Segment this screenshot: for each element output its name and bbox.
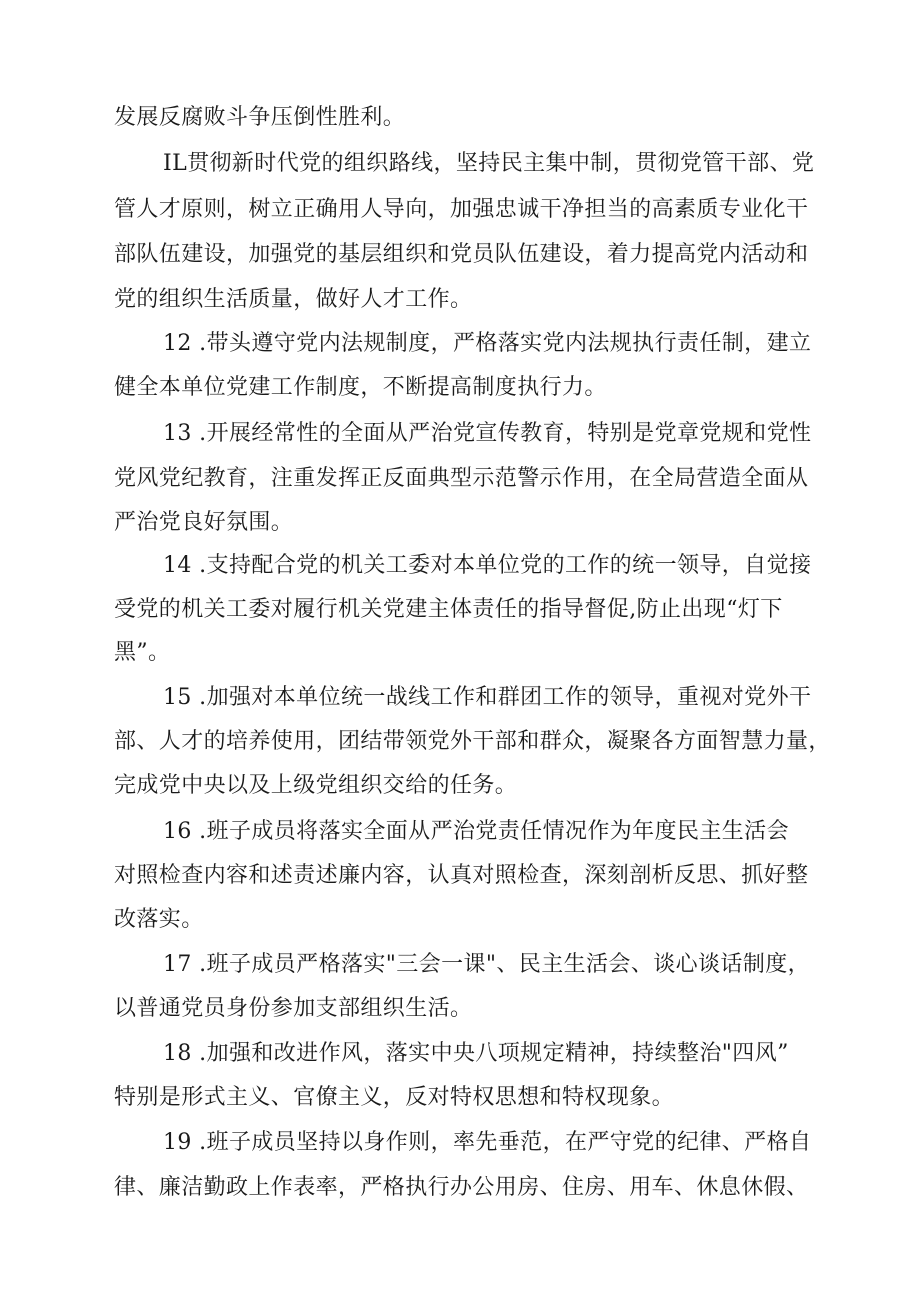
paragraph-16-line: 16 .班子成员将落实全面从严治党责任情况作为年度民主生活会 xyxy=(163,819,789,844)
text-line: 特别是形式主义、官僚主义，反对特权思想和特权现象。 xyxy=(114,1085,675,1110)
text-line: 黑”。 xyxy=(114,640,171,665)
text-line: 对照检查内容和述责述廉内容，认真对照检查，深刻剖析反思、抓好整 xyxy=(114,863,809,888)
text-line: 完成党中央以及上级党组织交给的任务。 xyxy=(114,773,518,798)
paragraph-19-line: 19 .班子成员坚持以身作则，率先垂范，在严守党的纪律、严格自 xyxy=(163,1130,812,1155)
paragraph-12-line: 12 .带头遵守党内法规制度，严格落实党内法规执行责任制，建立 xyxy=(163,331,812,356)
text-line: 严治党良好氛围。 xyxy=(114,510,294,535)
paragraph-14-line: 14 .支持配合党的机关工委对本单位党的工作的统一领导，自觉接 xyxy=(163,553,812,578)
text-line: 发展反腐败斗争压倒性胜利。 xyxy=(114,105,406,130)
paragraph-13-line: 13 .开展经常性的全面从严治党宣传教育，特别是党章党规和党性 xyxy=(163,421,812,446)
text-line: 部、人才的培养使用，团结带领党外干部和群众，凝聚各方面智慧力量， xyxy=(114,729,831,754)
text-line: 管人才原则，树立正确用人导向，加强忠诚干净担当的高素质专业化干 xyxy=(114,197,809,222)
text-line: 受党的机关工委对履行机关党建主体责任的指导督促,防止出现“灯下 xyxy=(114,597,783,622)
text-line: 健全本单位党建工作制度，不断提高制度执行力。 xyxy=(114,375,607,400)
text-line: 党风党纪教育，注重发挥正反面典型示范警示作用，在全局营造全面从 xyxy=(114,466,809,491)
paragraph-11-line: IL贯彻新时代党的组织路线，坚持民主集中制，贯彻党管干部、党 xyxy=(163,151,815,176)
paragraph-18-line: 18 .加强和改进作风，落实中央八项规定精神，持续整治"四风” xyxy=(163,1041,789,1066)
text-line: 部队伍建设，加强党的基层组织和党员队伍建设，着力提高党内活动和 xyxy=(114,242,809,267)
text-line: 以普通党员身份参加支部组织生活。 xyxy=(114,996,473,1021)
paragraph-15-line: 15 .加强对本单位统一战线工作和群团工作的领导，重视对党外干 xyxy=(163,685,812,710)
text-line: 律、廉洁勤政上作表率，严格执行办公用房、住房、用车、休息休假、 xyxy=(114,1175,809,1200)
text-line: 改落实。 xyxy=(114,907,204,932)
paragraph-17-line: 17 .班子成员严格落实"三会一课"、民主生活会、谈心谈话制度， xyxy=(163,952,811,977)
text-line: 党的组织生活质量，做好人才工作。 xyxy=(114,287,473,312)
